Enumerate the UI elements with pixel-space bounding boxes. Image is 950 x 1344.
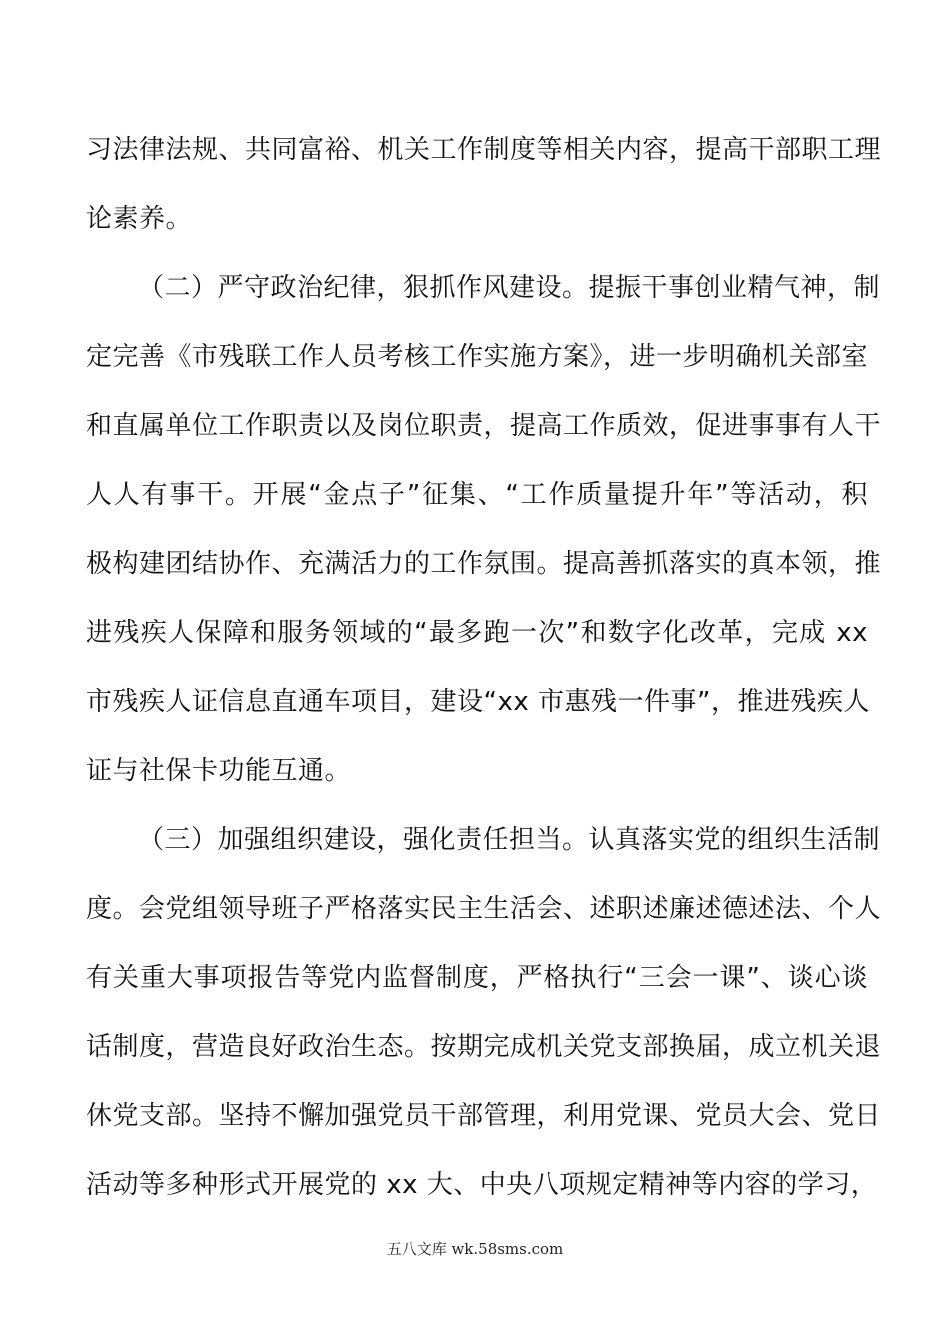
text-line: 活动等多种形式开展党的 xx 大、中央八项规定精神等内容的学习， (86, 1170, 878, 1200)
body-text (86, 118, 882, 1222)
text-line: 人人有事干。开展“金点子”征集、“工作质量提升年”等活动，积 (86, 480, 868, 510)
text-line: 论素养。 (86, 204, 193, 234)
text-line: 习法律法规、共同富裕、机关工作制度等相关内容，提高干部职工理 (86, 135, 882, 165)
text-line: 度。会党组领导班子严格落实民主生活会、述职述廉述德述法、个人 (86, 894, 882, 924)
paragraph-start-line: （二）严守政治纪律，狠抓作风建设。提振干事创业精气神，制 (138, 273, 881, 303)
text-line: 定完善《市残联工作人员考核工作实施方案》，进一步明确机关部室 (86, 342, 869, 372)
page-footer: 五八文库 wk.58sms.com (386, 1240, 564, 1258)
text-line: 极构建团结协作、充满活力的工作氛围。提高善抓落实的真本领，推 (86, 549, 882, 579)
text-line: 有关重大事项报告等党内监督制度，严格执行“三会一课”、谈心谈 (86, 963, 868, 993)
text-line: 进残疾人保障和服务领域的“最多跑一次”和数字化改革，完成 xx (86, 618, 868, 648)
text-line: 证与社保卡功能互通。 (86, 756, 352, 786)
text-line: 市残疾人证信息直通车项目，建设“xx 市惠残一件事”，推进残疾人 (86, 687, 870, 717)
text-line: 和直属单位工作职责以及岗位职责，提高工作质效，促进事事有人干 (86, 411, 882, 441)
text-line: 休党支部。坚持不懈加强党员干部管理，利用党课、党员大会、党日 (86, 1101, 882, 1131)
paragraph-start-line: （三）加强组织建设，强化责任担当。认真落实党的组织生活制 (138, 825, 881, 855)
text-line: 话制度，营造良好政治生态。按期完成机关党支部换届，成立机关退 (86, 1032, 882, 1062)
